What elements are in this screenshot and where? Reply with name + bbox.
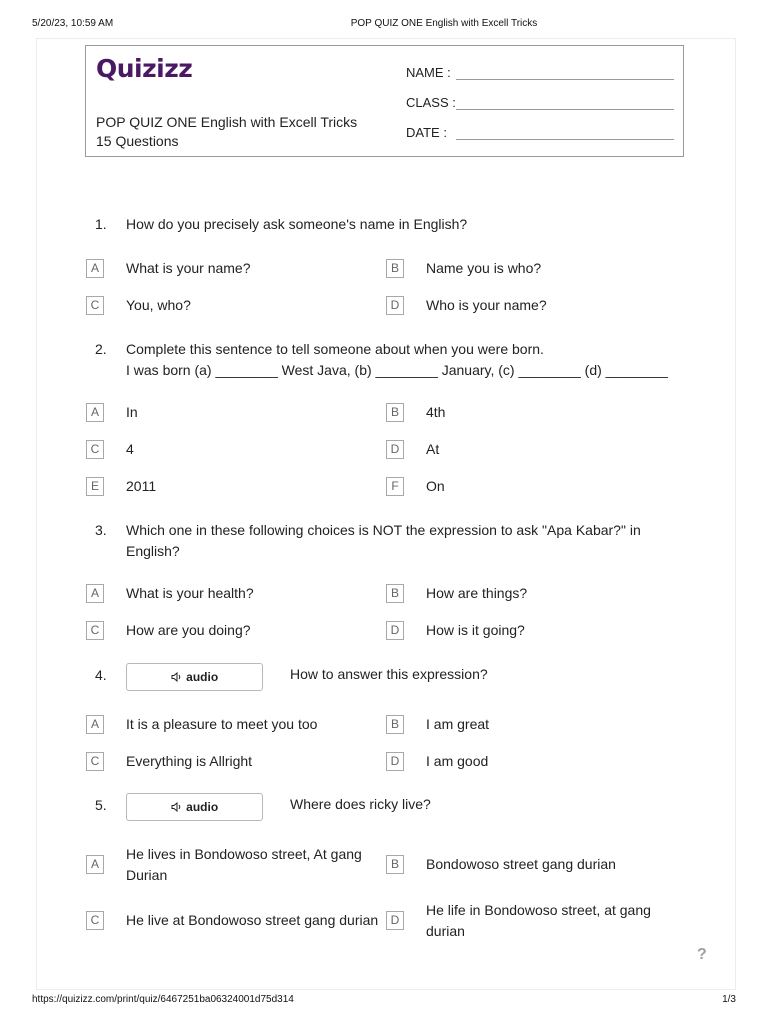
option-text: 2011 bbox=[126, 478, 157, 494]
option-letter: C bbox=[86, 440, 104, 459]
option-letter: B bbox=[386, 403, 404, 422]
option-text: How are you doing? bbox=[126, 622, 251, 638]
option-text: He life in Bondowoso street, at gang bbox=[426, 902, 651, 918]
name-field bbox=[406, 65, 451, 80]
option-letter: B bbox=[386, 259, 404, 278]
option-text: How is it going? bbox=[426, 622, 525, 638]
audio-button[interactable] bbox=[126, 663, 263, 691]
option-text: Everything is Allright bbox=[126, 753, 253, 769]
date-field bbox=[406, 125, 447, 140]
option-letter: A bbox=[86, 259, 104, 278]
question-number: 5. bbox=[95, 797, 107, 813]
option-letter: D bbox=[386, 621, 404, 640]
option-letter: A bbox=[86, 403, 104, 422]
audio-label: audio bbox=[186, 670, 219, 684]
question-text-line2: English? bbox=[126, 543, 180, 559]
option-letter: B bbox=[386, 584, 404, 603]
question-text-line2: I was born (a) ________ West Java, (b) ________ January, (c) ________ (d) ________ bbox=[126, 362, 668, 378]
question-count: 15 Questions bbox=[96, 133, 179, 149]
option-text: I am good bbox=[426, 753, 489, 769]
option-text: Name you is who? bbox=[426, 260, 542, 276]
date-line bbox=[456, 139, 674, 140]
option-letter: D bbox=[386, 911, 404, 930]
class-label: CLASS : bbox=[406, 95, 456, 110]
question-text: Where does ricky live? bbox=[290, 796, 431, 812]
option-letter: D bbox=[386, 752, 404, 771]
option-text: I am great bbox=[426, 716, 490, 732]
quizizz-logo: Quizizz bbox=[96, 54, 193, 83]
option-letter: C bbox=[86, 296, 104, 315]
option-letter: D bbox=[386, 296, 404, 315]
question-text: Which one in these following choices is NOT the expression to ask "Apa Kabar?" in bbox=[126, 522, 641, 538]
option-letter: C bbox=[86, 911, 104, 930]
option-text: On bbox=[426, 478, 445, 494]
option-text: He lives in Bondowoso street, At gang bbox=[126, 846, 362, 862]
quiz-title: POP QUIZ ONE English with Excell Tricks bbox=[96, 114, 358, 130]
question-number: 4. bbox=[95, 667, 107, 683]
option-text: Who is your name? bbox=[426, 297, 547, 313]
date-label: DATE : bbox=[406, 125, 447, 140]
print-datetime: 5/20/23, 10:59 AM bbox=[32, 18, 114, 29]
option-text: He live at Bondowoso street gang durian bbox=[126, 912, 379, 928]
option-text: How are things? bbox=[426, 585, 528, 601]
option-text-line2: durian bbox=[426, 923, 465, 939]
print-url: https://quizizz.com/print/quiz/6467251ba06324001d75d314 bbox=[32, 994, 294, 1005]
option-letter: A bbox=[86, 855, 104, 874]
audio-button[interactable] bbox=[126, 793, 263, 821]
question-number: 3. bbox=[95, 522, 107, 538]
option-letter: A bbox=[86, 584, 104, 603]
option-text: What is your health? bbox=[126, 585, 254, 601]
option-letter: D bbox=[386, 440, 404, 459]
option-letter: C bbox=[86, 752, 104, 771]
option-text: It is a pleasure to meet you too bbox=[126, 716, 318, 732]
option-text: 4 bbox=[126, 441, 134, 457]
option-letter: F bbox=[386, 477, 404, 496]
option-letter: B bbox=[386, 715, 404, 734]
option-text-line2: Durian bbox=[126, 867, 168, 883]
name-label: NAME : bbox=[406, 65, 451, 80]
option-text: What is your name? bbox=[126, 260, 251, 276]
option-letter: C bbox=[86, 621, 104, 640]
speaker-icon bbox=[171, 802, 183, 812]
option-text: You, who? bbox=[126, 297, 191, 313]
name-line bbox=[456, 79, 674, 80]
option-text: Bondowoso street gang durian bbox=[426, 856, 616, 872]
print-page-number: 1/3 bbox=[722, 994, 736, 1005]
question-text: How do you precisely ask someone's name in English? bbox=[126, 216, 468, 232]
help-icon[interactable]: ? bbox=[697, 946, 707, 963]
option-letter: A bbox=[86, 715, 104, 734]
question-number: 2. bbox=[95, 341, 107, 357]
option-letter: E bbox=[86, 477, 104, 496]
option-text: In bbox=[126, 404, 138, 420]
option-text: At bbox=[426, 441, 440, 457]
option-text: 4th bbox=[426, 404, 446, 420]
question-text: Complete this sentence to tell someone about when you were born. bbox=[126, 341, 544, 357]
question-text: How to answer this expression? bbox=[290, 666, 488, 682]
class-field bbox=[406, 95, 456, 110]
audio-label: audio bbox=[186, 800, 219, 814]
option-letter: B bbox=[386, 855, 404, 874]
class-line bbox=[456, 109, 674, 110]
quiz-header-box bbox=[85, 45, 684, 157]
speaker-icon bbox=[171, 672, 183, 682]
print-page-title: POP QUIZ ONE English with Excell Tricks bbox=[350, 18, 538, 29]
question-number: 1. bbox=[95, 216, 107, 232]
